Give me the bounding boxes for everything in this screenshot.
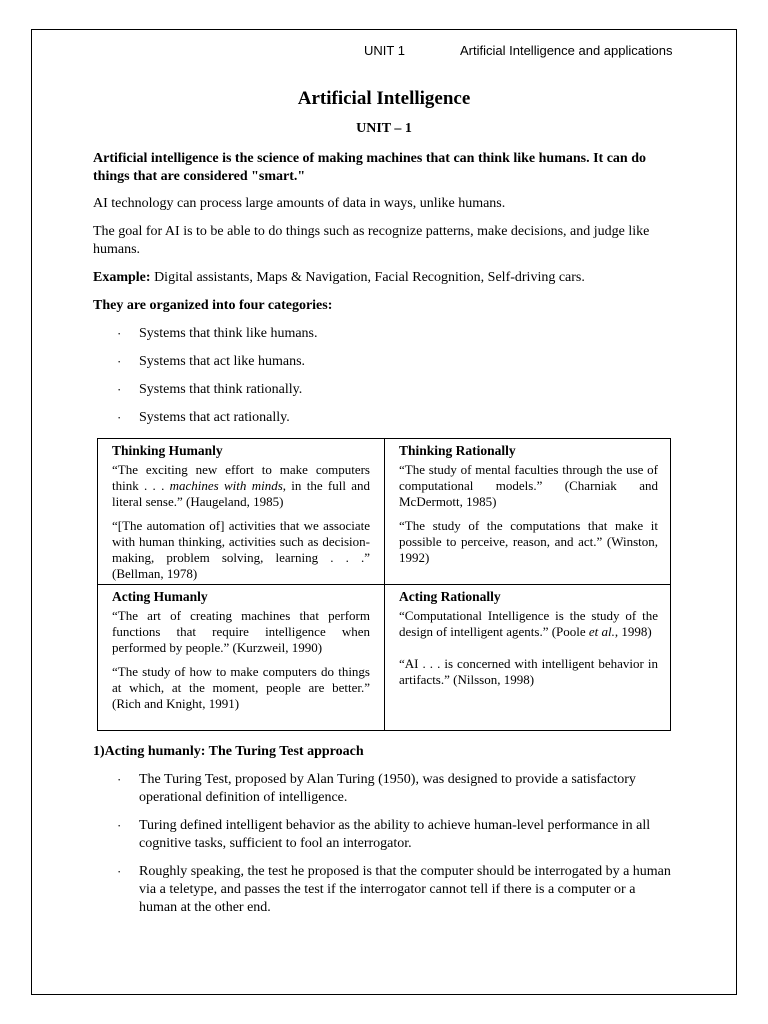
example-text: Digital assistants, Maps & Navigation, Facial Recognition, Self-driving cars. bbox=[150, 270, 585, 285]
intro-paragraph: Artificial intelligence is the science of making machines that can think like humans. It can do things that are considered "smart." bbox=[93, 151, 646, 184]
cell-quote: “AI . . . is concerned with intelligent behavior in artifacts.” (Nilsson, 1998) bbox=[399, 656, 658, 687]
bullet-icon: · bbox=[117, 354, 122, 369]
quote-text: , 1998) bbox=[614, 624, 652, 639]
table-divider-vertical bbox=[384, 439, 385, 731]
quote-text: “Computational Intelligence is the study of the design of intelligent agents.” (Poole bbox=[399, 608, 658, 639]
turing-heading: 1)Acting humanly: The Turing Test approach bbox=[93, 744, 364, 759]
quote-emphasis: machines with minds bbox=[169, 478, 283, 493]
category-text: Systems that think like humans. bbox=[139, 326, 318, 341]
cell-heading: Thinking Rationally bbox=[399, 443, 516, 458]
cell-heading: Acting Rationally bbox=[399, 589, 501, 604]
bullet-icon: · bbox=[117, 864, 122, 879]
bullet-icon: · bbox=[117, 410, 122, 425]
cell-heading: Acting Humanly bbox=[112, 589, 208, 604]
cell-heading: Thinking Humanly bbox=[112, 443, 223, 458]
quote-text: , in the full and literal sense.” (Haugeland, 1985) bbox=[112, 478, 370, 509]
turing-point: The Turing Test, proposed by Alan Turing (1950), was designed to provide a satisfactory operational definition of intelligence. bbox=[139, 772, 636, 805]
quote-emphasis: et al. bbox=[588, 624, 615, 639]
cell-thinking-rationally bbox=[399, 443, 658, 566]
header-subject: Artificial Intelligence and applications bbox=[460, 43, 673, 58]
cell-acting-humanly bbox=[112, 589, 370, 712]
table-divider-horizontal bbox=[98, 584, 670, 585]
example-label: Example: bbox=[93, 270, 151, 285]
data-paragraph: AI technology can process large amounts of data in ways, unlike humans. bbox=[93, 196, 506, 211]
bullet-icon: · bbox=[117, 818, 122, 833]
cell-quote: “[The automation of] activities that we associate with human thinking, activities such as decision-making, problem solving, learning . . .” (Bellman, 1978) bbox=[112, 518, 370, 581]
category-text: Systems that think rationally. bbox=[139, 382, 303, 397]
turing-point: Turing defined intelligent behavior as the ability to achieve human-level performance in all cognitive tasks, sufficient to fool an interrogator. bbox=[139, 818, 651, 851]
turing-point: Roughly speaking, the test he proposed is that the computer should be interrogated by a human via a teletype, and passes the test if the interrogator cannot tell if there is a computer or a human at the other end. bbox=[139, 864, 671, 915]
quote-text: “The exciting new effort to make computers think . . . bbox=[112, 462, 370, 493]
bullet-icon: · bbox=[117, 326, 122, 341]
cell-thinking-humanly bbox=[112, 443, 370, 582]
cell-quote: “The study of how to make computers do things at which, at the moment, people are better.” (Rich and Knight, 1991) bbox=[112, 664, 370, 711]
cell-quote: “The study of mental faculties through the use of computational models.” (Charniak and McDermott, 1985) bbox=[399, 462, 658, 509]
document-title: Artificial Intelligence bbox=[297, 88, 471, 109]
cell-quote bbox=[399, 608, 658, 640]
cell-quote: “The study of the computations that make it possible to perceive, reason, and act.” (Winston, 1992) bbox=[399, 518, 658, 565]
bullet-icon: · bbox=[117, 772, 122, 787]
category-text: Systems that act like humans. bbox=[139, 354, 306, 369]
cell-quote bbox=[112, 462, 370, 510]
ai-definitions-table bbox=[97, 438, 671, 731]
bullet-icon: · bbox=[117, 382, 122, 397]
category-text: Systems that act rationally. bbox=[139, 410, 290, 425]
cell-quote: “The art of creating machines that perform functions that require intelligence when performed by people.” (Kurzweil, 1990) bbox=[112, 608, 370, 655]
header-unit: UNIT 1 bbox=[364, 43, 405, 58]
cell-acting-rationally bbox=[399, 589, 658, 688]
example-paragraph bbox=[93, 269, 663, 287]
unit-heading: UNIT – 1 bbox=[356, 121, 412, 136]
goal-paragraph: The goal for AI is to be able to do things such as recognize patterns, make decisions, and judge like humans. bbox=[93, 224, 650, 257]
categories-heading: They are organized into four categories: bbox=[93, 298, 333, 313]
